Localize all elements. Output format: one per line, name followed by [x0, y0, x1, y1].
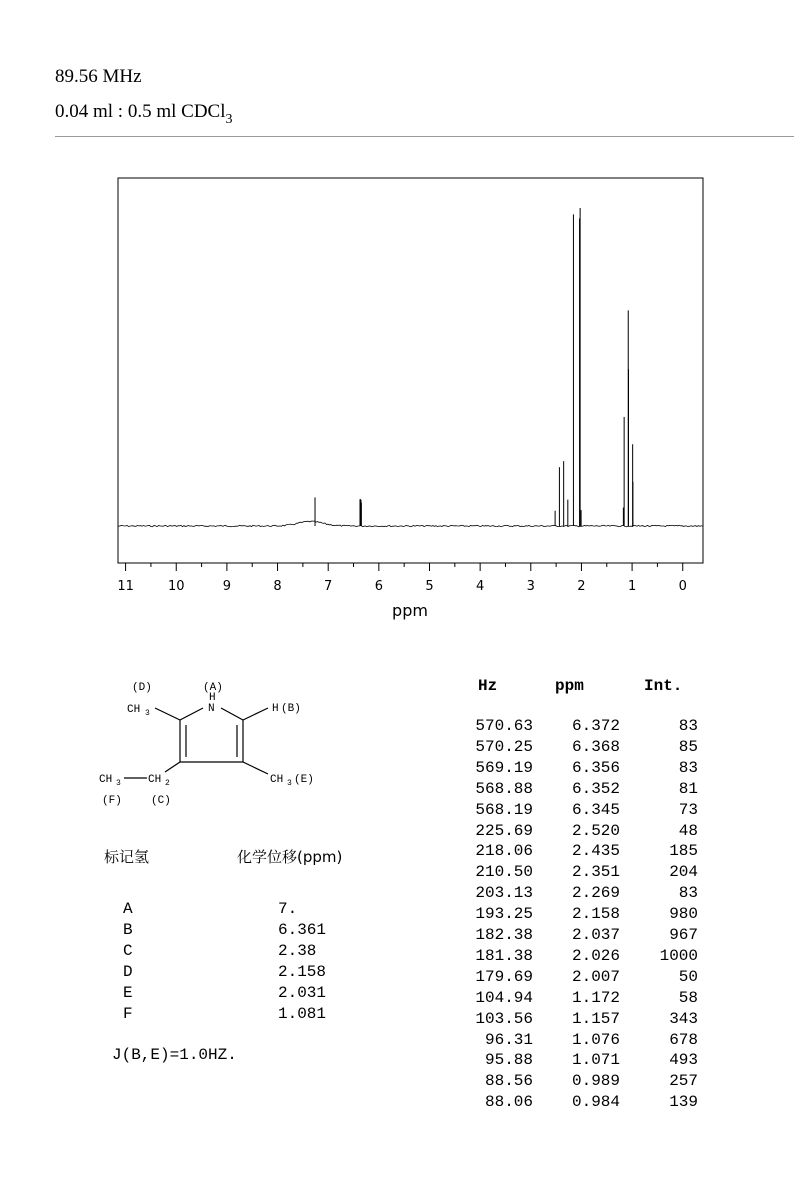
- peak-ppm: 2.520: [571, 821, 620, 840]
- atom-nh-n: N: [208, 703, 215, 715]
- peak-int: 493: [669, 1051, 698, 1070]
- label-f: (F): [102, 795, 122, 807]
- x-tick-label-8: 8: [273, 579, 282, 594]
- x-tick-label-2: 2: [577, 579, 586, 594]
- peak-int: 343: [669, 1009, 698, 1028]
- peak-ppm: 1.172: [571, 988, 620, 1007]
- peak-int: 185: [669, 842, 698, 861]
- peak-int: 83: [678, 717, 698, 735]
- peak-int: 58: [678, 988, 698, 1007]
- peak-hz: 570.63: [475, 717, 533, 735]
- sub-ch2-c: 2: [165, 779, 170, 788]
- peak-int: 980: [669, 905, 698, 924]
- peak-ppm: 6.372: [571, 717, 620, 735]
- atom-h-b: H: [272, 703, 279, 715]
- peak-hz: 103.56: [475, 1009, 533, 1028]
- peak-ppm: 1.071: [571, 1051, 620, 1070]
- peak-int: 83: [678, 884, 698, 903]
- x-tick-label-0: 0: [678, 579, 687, 594]
- atom-nh-h: H: [209, 692, 216, 704]
- assignment-label: F: [123, 1005, 133, 1023]
- assignment-label: D: [123, 963, 133, 981]
- peak-int: 81: [678, 779, 698, 798]
- peak-table-header-int: Int.: [644, 677, 683, 695]
- peak-ppm: 2.026: [571, 946, 620, 965]
- peak-hz: 225.69: [475, 821, 533, 840]
- label-b: (B): [281, 703, 301, 715]
- x-tick-label-1: 1: [627, 579, 637, 594]
- coupling-constant: J(B,E)=1.0HZ.: [112, 1046, 237, 1064]
- peak-hz: 182.38: [475, 926, 533, 944]
- atom-ch3-f: CH: [99, 774, 113, 786]
- assignment-label: C: [123, 942, 133, 960]
- assignment-header-label: 标记氢: [104, 848, 150, 866]
- peak-hz: 96.31: [484, 1030, 533, 1049]
- peak-ppm: 0.984: [571, 1093, 620, 1112]
- peak-ppm: 2.435: [571, 842, 620, 861]
- atom-ch3-d: CH: [127, 704, 141, 716]
- peak-ppm: 2.351: [571, 863, 620, 882]
- sub-ch3-f: 3: [116, 779, 121, 788]
- label-a: (A): [203, 682, 223, 694]
- label-c: (C): [151, 795, 171, 807]
- x-tick-label-3: 3: [526, 579, 535, 594]
- peak-int: 139: [669, 1093, 698, 1112]
- peak-int: 678: [669, 1030, 698, 1049]
- peak-hz: 568.88: [475, 779, 533, 798]
- atom-ch2-c: CH: [148, 774, 162, 786]
- peak-ppm: 6.368: [571, 737, 620, 756]
- peak-hz: 193.25: [475, 905, 533, 924]
- peak-int: 204: [669, 863, 698, 882]
- peak-ppm: 6.356: [571, 758, 620, 777]
- peak-ppm: 1.157: [571, 1009, 620, 1028]
- peak-ppm: 0.989: [571, 1072, 620, 1091]
- peak-ppm: 6.345: [571, 800, 620, 819]
- peak-int: 257: [669, 1072, 698, 1091]
- sub-ch3-e: 3: [287, 779, 292, 788]
- spectrometer-frequency: 89.56 MHz: [55, 66, 142, 87]
- assignment-shift: 6.361: [278, 921, 327, 939]
- x-tick-label-9: 9: [222, 579, 232, 594]
- peak-hz: 181.38: [475, 946, 533, 965]
- assignment-label: E: [123, 984, 133, 1002]
- peak-int: 48: [678, 821, 698, 840]
- solvent-subscript: 3: [225, 112, 233, 127]
- assignment-label: A: [123, 900, 133, 918]
- peak-ppm: 2.037: [571, 926, 620, 944]
- peak-hz: 179.69: [475, 967, 533, 986]
- peak-hz: 570.25: [475, 737, 533, 756]
- peak-table-header-hz: Hz: [478, 677, 498, 695]
- solvent-text: 0.04 ml : 0.5 ml CDCl: [55, 101, 226, 122]
- label-d: (D): [132, 682, 152, 694]
- peak-ppm: 1.076: [571, 1030, 620, 1049]
- assignment-header-shift: 化学位移(ppm): [237, 848, 343, 866]
- peak-ppm: 2.007: [571, 967, 620, 986]
- peak-hz: 203.13: [475, 884, 533, 903]
- peak-int: 967: [669, 926, 698, 944]
- peak-int: 1000: [659, 946, 698, 965]
- x-tick-label-11: 11: [117, 579, 134, 594]
- peak-int: 73: [678, 800, 698, 819]
- peak-hz: 568.19: [475, 800, 533, 819]
- x-tick-label-5: 5: [425, 579, 434, 594]
- assignment-shift: 2.158: [278, 963, 327, 981]
- assignment-label: B: [123, 921, 133, 939]
- peak-hz: 95.88: [484, 1051, 533, 1070]
- x-tick-label-10: 10: [167, 579, 185, 594]
- peak-int: 85: [678, 737, 698, 756]
- peak-ppm: 2.158: [571, 905, 620, 924]
- peak-table-header-ppm: ppm: [555, 677, 584, 695]
- peak-hz: 218.06: [475, 842, 533, 861]
- structure-bonds: [124, 708, 268, 778]
- peak-hz: 88.56: [484, 1072, 533, 1091]
- peak-int: 50: [678, 967, 698, 986]
- label-e: (E): [294, 774, 314, 786]
- peak-ppm: 6.352: [571, 779, 620, 798]
- assignment-shift: 2.38: [278, 942, 317, 960]
- peak-hz: 569.19: [475, 758, 533, 777]
- peak-int: 83: [678, 758, 698, 777]
- peak-hz: 104.94: [475, 988, 533, 1007]
- x-tick-label-7: 7: [324, 579, 333, 594]
- assignment-shift: 1.081: [278, 1005, 327, 1023]
- assignment-shift: 2.031: [278, 984, 327, 1002]
- sub-ch3-d: 3: [145, 709, 150, 718]
- x-tick-label-6: 6: [374, 579, 383, 594]
- peak-ppm: 2.269: [571, 884, 620, 903]
- x-tick-label-4: 4: [476, 579, 485, 594]
- peak-hz: 88.06: [484, 1093, 533, 1112]
- atom-ch3-e: CH: [270, 774, 284, 786]
- peak-hz: 210.50: [475, 863, 533, 882]
- x-axis-label: ppm: [392, 601, 428, 620]
- assignment-shift: 7.: [278, 900, 298, 918]
